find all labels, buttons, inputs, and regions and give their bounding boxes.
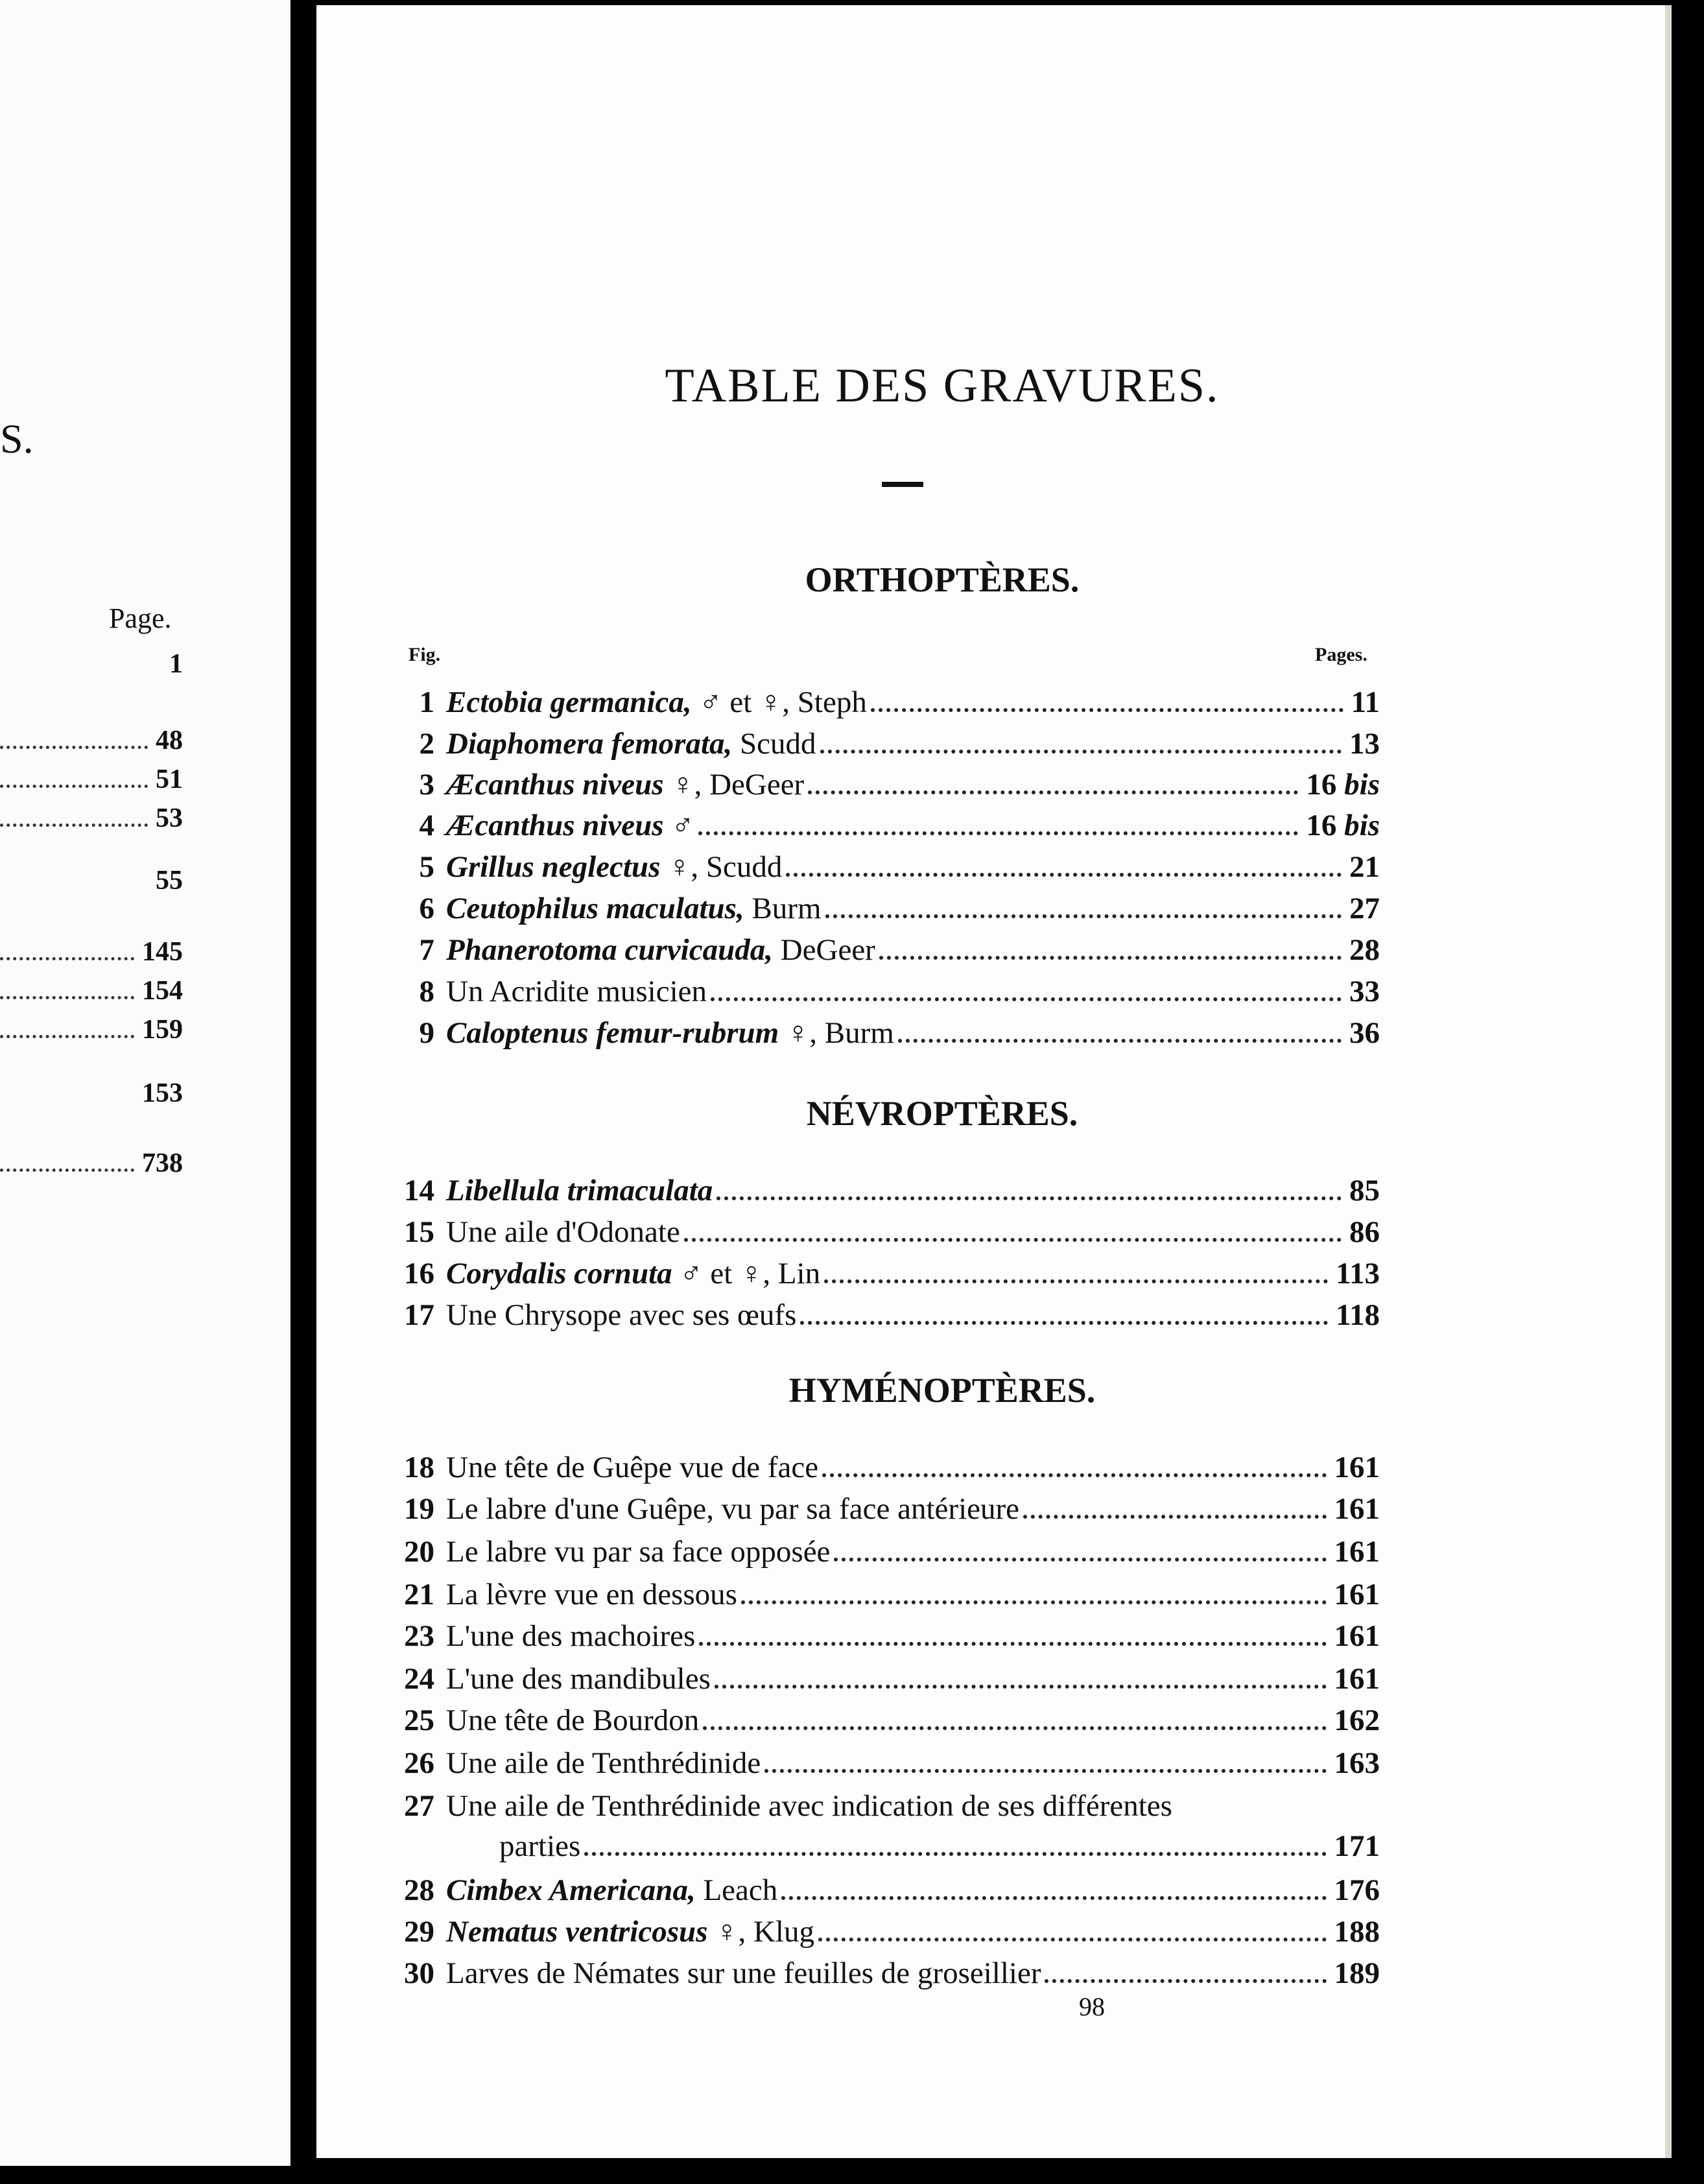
- dot-leader: [711, 997, 1342, 1001]
- previous-page-row: [0, 803, 183, 842]
- figure-description: [446, 1173, 713, 1208]
- figure-entry: [316, 1534, 1380, 1574]
- book-gutter: [290, 0, 316, 2184]
- page-reference: 21: [1349, 850, 1380, 884]
- dot-leader: [820, 750, 1342, 754]
- previous-page-row: [0, 975, 183, 1014]
- figure-entry: [316, 767, 1380, 807]
- figure-description: [446, 1015, 894, 1050]
- species-name: Grillus neglectus: [446, 850, 661, 884]
- species-name: Nematus ventricosus: [446, 1915, 708, 1949]
- figure-entry: [316, 1873, 1380, 1913]
- figure-entry: [316, 1914, 1380, 1954]
- figure-description: [446, 1534, 830, 1569]
- description-text: ♀, Scudd: [660, 850, 783, 884]
- dot-leader: [822, 1473, 1326, 1477]
- dot-leader: [781, 1896, 1326, 1900]
- figure-entry: [316, 1015, 1380, 1056]
- section-heading: ORTHOPTÈRES.: [805, 560, 1080, 599]
- description-text: DeGeer: [772, 933, 875, 967]
- species-name: Æcanthus niveus: [446, 768, 664, 801]
- figure-description: [446, 1298, 796, 1333]
- figure-entry: [316, 1829, 1380, 1869]
- page-reference: 118: [1336, 1298, 1380, 1332]
- section-heading: NÉVROPTÈRES.: [806, 1094, 1078, 1133]
- figure-number: 1: [419, 685, 434, 719]
- page-reference: 163: [1334, 1746, 1380, 1780]
- figure-entry: [316, 726, 1380, 766]
- dot-leader: [698, 831, 1299, 835]
- dot-leader: [684, 1238, 1342, 1242]
- page-reference: 28: [1349, 933, 1380, 967]
- page-reference: 113: [1336, 1257, 1380, 1290]
- figure-entry: [316, 1215, 1380, 1255]
- figure-description: [446, 1215, 680, 1250]
- figure-number: 2: [419, 727, 434, 761]
- figure-description: [446, 1703, 699, 1738]
- figure-entry: [316, 1173, 1380, 1213]
- previous-page-row: [0, 648, 183, 687]
- figure-number: 19: [404, 1492, 434, 1526]
- dot-leader: [786, 873, 1342, 877]
- previous-page-row: [0, 1078, 183, 1117]
- description-text: Un Acridite musicien: [446, 975, 707, 1008]
- previous-page: [0, 0, 290, 2166]
- page-reference: 161: [1334, 1535, 1380, 1569]
- description-text: L'une des machoires: [446, 1619, 696, 1653]
- page-reference: 154: [142, 976, 183, 1006]
- page-reference: 738: [142, 1148, 183, 1178]
- description-text: La lèvre vue en dessous: [446, 1578, 737, 1611]
- figure-description: [446, 1746, 761, 1781]
- page-reference: 189: [1334, 1956, 1380, 1990]
- previous-page-heading-fragment: S.: [0, 416, 34, 462]
- figure-entry: [316, 849, 1380, 890]
- dot-leader: [716, 1196, 1342, 1200]
- page-reference: 161: [1334, 1492, 1380, 1526]
- species-name: Diaphomera femorata,: [446, 727, 733, 761]
- dot-leader: [834, 1558, 1326, 1561]
- dot-leader: [0, 824, 148, 827]
- figure-number: 26: [404, 1746, 434, 1780]
- figure-number: 28: [404, 1873, 434, 1907]
- figure-description: [446, 1914, 814, 1949]
- description-text: Une tête de Guêpe vue de face: [446, 1451, 819, 1484]
- figure-description: [446, 1256, 820, 1291]
- dot-leader: [0, 746, 148, 749]
- dot-leader: [741, 1600, 1327, 1604]
- page-reference: 159: [142, 1015, 183, 1045]
- species-name: Caloptenus femur-rubrum: [446, 1016, 779, 1050]
- figure-description: [446, 1619, 695, 1654]
- description-text: Une tête de Bourdon: [446, 1703, 700, 1737]
- figure-description: [446, 685, 867, 720]
- figure-number: 29: [404, 1915, 434, 1949]
- page-reference: 11: [1351, 685, 1380, 719]
- description-text: Une aile de Tenthrédinide: [446, 1746, 761, 1780]
- figure-entry: [316, 1788, 1380, 1829]
- figure-entry: [316, 932, 1380, 973]
- dot-leader: [0, 957, 134, 960]
- description-text: Larves de Némates sur une feuilles de groseillier: [446, 1956, 1041, 1990]
- figure-description: [446, 1956, 1041, 1991]
- page-reference: 161: [1334, 1619, 1380, 1653]
- page-reference: 27: [1349, 892, 1380, 925]
- page-reference: 161: [1334, 1662, 1380, 1696]
- dot-leader: [0, 785, 148, 788]
- figure-entry: [316, 1661, 1380, 1702]
- figure-description: [446, 1661, 711, 1696]
- description-text: ♂ et ♀, Steph: [691, 685, 867, 719]
- section-heading: HYMÉNOPTÈRES.: [788, 1371, 1096, 1410]
- figure-number: 14: [404, 1174, 434, 1207]
- page-reference: 1: [169, 649, 183, 679]
- figure-entry: [316, 1619, 1380, 1659]
- species-name: Ectobia germanica,: [446, 685, 692, 719]
- figure-entry: [316, 1746, 1380, 1786]
- species-name: Ceutophilus maculatus,: [446, 892, 744, 925]
- page-reference: 161: [1334, 1451, 1380, 1484]
- dot-leader: [715, 1685, 1327, 1689]
- figure-number: 24: [404, 1662, 434, 1696]
- figure-entry: [316, 1956, 1380, 1996]
- description-text: parties: [499, 1829, 581, 1863]
- fig-column-label: Fig.: [408, 644, 441, 665]
- figure-entry: [316, 1491, 1380, 1532]
- description-text: Une aile d'Odonate: [446, 1215, 680, 1249]
- species-name: Æcanthus niveus: [446, 809, 664, 842]
- figure-number: 6: [419, 892, 434, 925]
- dot-leader: [699, 1642, 1326, 1646]
- description-text: L'une des mandibules: [446, 1662, 711, 1696]
- figure-description: [446, 891, 822, 926]
- page-reference: 13: [1349, 727, 1380, 761]
- page-reference: 176: [1334, 1873, 1380, 1907]
- dot-leader: [1023, 1515, 1326, 1519]
- figure-number: 5: [419, 850, 434, 884]
- figure-description: [446, 932, 875, 967]
- figure-description: [446, 1873, 777, 1908]
- page-reference: 86: [1349, 1215, 1380, 1249]
- figure-entry: [316, 1256, 1380, 1296]
- dot-leader: [898, 1039, 1342, 1043]
- figure-description: [446, 974, 707, 1009]
- dot-leader: [764, 1769, 1326, 1773]
- figure-entry: [316, 1450, 1380, 1490]
- previous-page-row: [0, 764, 183, 803]
- figure-description: [316, 1829, 580, 1864]
- description-text: ♀, Burm: [779, 1016, 894, 1050]
- species-name: Libellula trimaculata: [446, 1174, 713, 1207]
- figure-number: 16: [404, 1257, 434, 1290]
- figure-description: [446, 808, 694, 843]
- previous-page-row: [0, 1148, 183, 1187]
- dot-leader: [808, 790, 1298, 794]
- page-reference: 53: [156, 803, 183, 833]
- page-reference: 33: [1349, 975, 1380, 1008]
- figure-number: 18: [404, 1451, 434, 1484]
- figure-number: 7: [419, 933, 434, 967]
- dot-leader: [703, 1726, 1326, 1730]
- figure-description: [446, 767, 804, 802]
- figure-description: [446, 726, 816, 761]
- figure-entry: [316, 1703, 1380, 1743]
- description-text: Leach: [695, 1873, 778, 1907]
- document-page: [316, 5, 1672, 2158]
- dot-leader: [825, 914, 1342, 918]
- dot-leader: [818, 1938, 1327, 1941]
- page-title: TABLE DES GRAVURES.: [665, 359, 1220, 412]
- description-text: Le labre vu par sa face opposée: [446, 1535, 831, 1569]
- page-reference: 55: [156, 866, 183, 896]
- description-text: ♂: [663, 809, 694, 842]
- previous-page-column-header: Page.: [109, 602, 172, 634]
- figure-description: [446, 1450, 818, 1485]
- figure-number: 9: [419, 1016, 434, 1050]
- dot-leader: [800, 1321, 1328, 1325]
- title-rule: [882, 482, 923, 487]
- figure-number: 23: [404, 1619, 434, 1653]
- figure-entry: [316, 808, 1380, 848]
- description-text: ♀, DeGeer: [663, 768, 805, 801]
- page-reference: 48: [156, 726, 183, 755]
- page-reference: 153: [142, 1078, 183, 1108]
- dot-leader: [1045, 1979, 1326, 1983]
- dot-leader: [879, 956, 1342, 960]
- figure-number: 4: [419, 809, 434, 842]
- page-reference: 171: [1334, 1829, 1380, 1863]
- figure-number: 30: [404, 1956, 434, 1990]
- page-reference: 36: [1349, 1016, 1380, 1050]
- description-text: Burm: [744, 892, 822, 925]
- description-text: Une aile de Tenthrédinide avec indication de ses différentes: [446, 1789, 1172, 1823]
- figure-description: [446, 1491, 1019, 1526]
- figure-entry: [316, 891, 1380, 931]
- description-text: ♀, Klug: [707, 1915, 814, 1949]
- previous-page-row: [0, 725, 183, 764]
- pages-column-label: Pages.: [1315, 644, 1367, 665]
- page-number: 98: [1079, 1992, 1105, 2021]
- page-reference: 161: [1334, 1578, 1380, 1611]
- figure-number: 21: [404, 1578, 434, 1611]
- page-reference: 16 bis: [1306, 768, 1380, 801]
- figure-entry: [316, 1298, 1380, 1338]
- figure-description: [446, 849, 782, 884]
- figure-number: 17: [404, 1298, 434, 1332]
- figure-number: 20: [404, 1535, 434, 1569]
- species-name: Phanerotoma curvicauda,: [446, 933, 773, 967]
- dot-leader: [0, 1035, 134, 1038]
- page-reference: 51: [156, 765, 183, 794]
- description-text: Le labre d'une Guêpe, vu par sa face antérieure: [446, 1492, 1020, 1526]
- page-reference: 85: [1349, 1174, 1380, 1207]
- page-reference: 145: [142, 937, 183, 967]
- figure-number: 27: [404, 1789, 434, 1823]
- previous-page-row: [0, 1014, 183, 1053]
- dot-leader: [824, 1279, 1328, 1283]
- figure-number: 15: [404, 1215, 434, 1249]
- dot-leader: [871, 708, 1343, 712]
- dot-leader: [0, 996, 134, 999]
- description-text: Une Chrysope avec ses œufs: [446, 1298, 797, 1332]
- species-name: Cimbex Americana,: [446, 1873, 696, 1907]
- figure-entry: [316, 1577, 1380, 1617]
- previous-page-row: [0, 936, 183, 975]
- page-reference: 188: [1334, 1915, 1380, 1949]
- page-reference: 162: [1334, 1703, 1380, 1737]
- figure-number: 3: [419, 768, 434, 801]
- figure-number: 8: [419, 975, 434, 1008]
- figure-entry: [316, 974, 1380, 1014]
- dot-leader: [584, 1852, 1326, 1856]
- description-text: ♂ et ♀, Lin: [672, 1257, 821, 1290]
- figure-description: [446, 1577, 737, 1612]
- figure-description: [446, 1788, 1172, 1823]
- figure-number: 25: [404, 1703, 434, 1737]
- figure-entry: [316, 685, 1380, 725]
- previous-page-row: [0, 865, 183, 904]
- species-name: Corydalis cornuta: [446, 1257, 672, 1290]
- dot-leader: [0, 1169, 134, 1172]
- page-reference: 16 bis: [1306, 809, 1380, 842]
- description-text: Scudd: [732, 727, 816, 761]
